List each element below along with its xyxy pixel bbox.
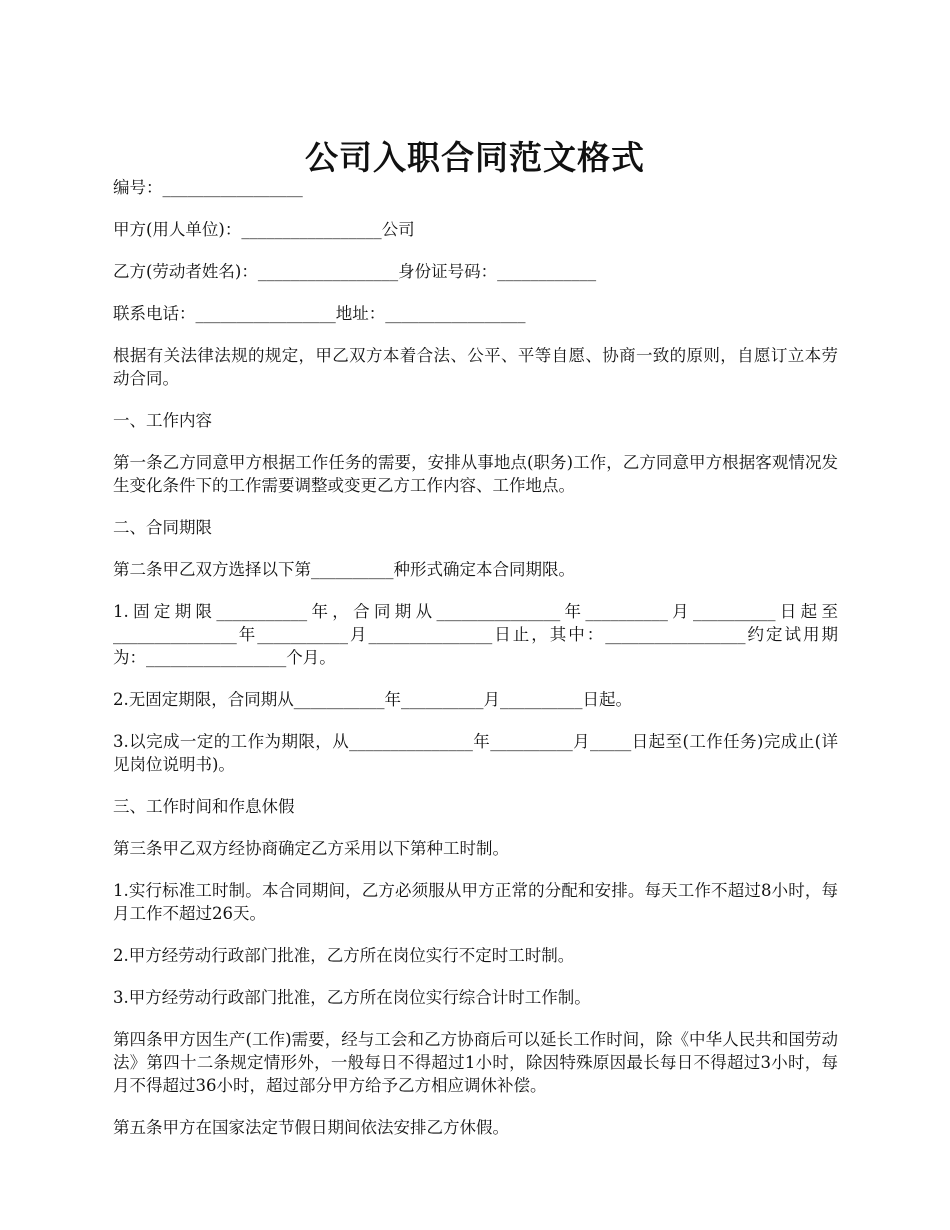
hours-option-flexible: 2.甲方经劳动行政部门批准，乙方所在岗位实行不定时工时制。 xyxy=(113,946,575,965)
hours-option-standard: 1.实行标准工时制。本合同期间，乙方必须服从甲方正常的分配和安排。每天工作不超过8小时，每月工作不超过26天。 xyxy=(113,881,838,923)
contact-line: 联系电话：_________________地址：_________________ xyxy=(113,304,526,323)
term-option-open-ended: 2.无固定期限，合同期从___________年__________月__________日起。 xyxy=(113,690,632,709)
contract-number-line: 编号：_________________ xyxy=(113,178,303,197)
term-option-task-based: 3.以完成一定的工作为期限，从_______________年__________月_____日起至(工作任务)完成止(详见岗位说明书)。 xyxy=(113,732,838,774)
party-a-line: 甲方(用人单位)：_________________公司 xyxy=(113,220,415,239)
article-2-paragraph: 第二条甲乙双方选择以下第__________种形式确定本合同期限。 xyxy=(113,560,575,579)
document-body xyxy=(113,176,838,1158)
article-5-paragraph: 第五条甲方在国家法定节假日期间依法安排乙方休假。 xyxy=(113,1118,509,1137)
section-heading-work-content: 一、工作内容 xyxy=(113,411,212,430)
article-4-paragraph: 第四条甲方因生产(工作)需要，经与工会和乙方协商后可以延长工作时间，除《中华人民共和国劳动法》第四十二条规定情形外，一般每日不得超过1小时，除因特殊原因最长每日不得超过3小时，每月不得超过36小时，超过部分甲方给予乙方相应调休补偿。 xyxy=(113,1030,838,1095)
preamble-paragraph: 根据有关法律法规的规定，甲乙双方本着合法、公平、平等自愿、协商一致的原则，自愿订立本劳动合同。 xyxy=(113,346,838,388)
term-option-fixed: 1.固定期限___________年，合同期从_______________年__________月__________日起至_______________年___________月_______________日止，其中：_________________约定试用期为：_________________个月。 xyxy=(113,602,838,667)
hours-option-comprehensive: 3.甲方经劳动行政部门批准，乙方所在岗位实行综合计时工作制。 xyxy=(113,988,591,1007)
party-b-line: 乙方(劳动者姓名)：_________________身份证号码：____________ xyxy=(113,262,597,281)
document-title: 公司入职合同范文格式 xyxy=(305,138,645,178)
section-heading-working-hours: 三、工作时间和作息休假 xyxy=(113,797,295,816)
section-heading-contract-term: 二、合同期限 xyxy=(113,518,212,537)
article-1-paragraph: 第一条乙方同意甲方根据工作任务的需要，安排从事地点(职务)工作，乙方同意甲方根据客观情况发生变化条件下的工作需要调整或变更乙方工作内容、工作地点。 xyxy=(113,453,838,495)
article-3-paragraph: 第三条甲乙双方经协商确定乙方采用以下第种工时制。 xyxy=(113,839,509,858)
